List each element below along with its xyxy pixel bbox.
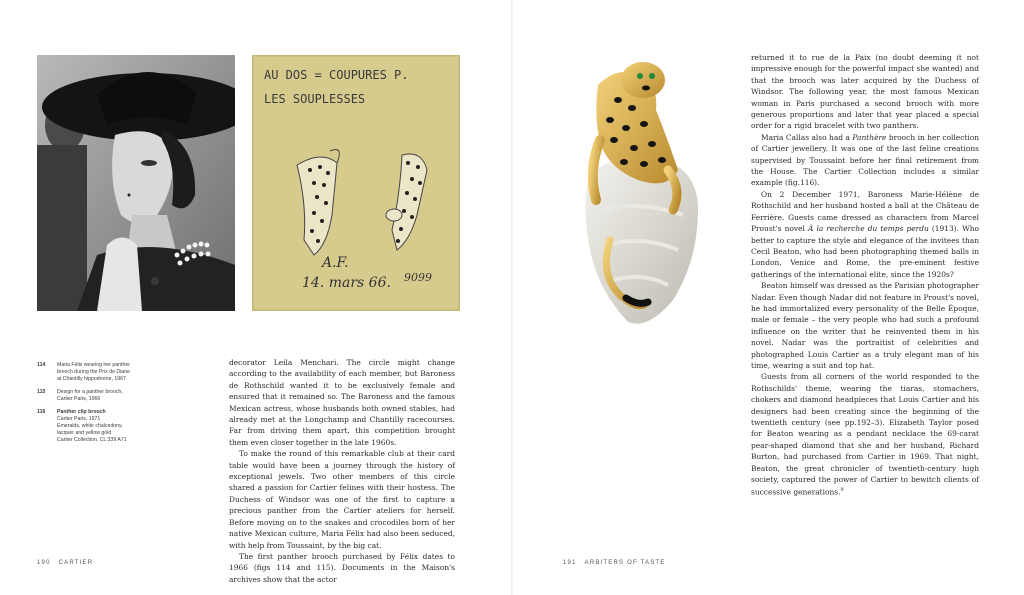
sketch-line-1: AU DOS = COUPURES P. xyxy=(264,68,409,82)
photo-panther-design xyxy=(252,55,460,311)
sketch-signature: A.F. xyxy=(322,255,349,271)
body-column-left xyxy=(229,357,455,585)
text-run: (1913). Who better to capture the style and elegance of the invitees than Cecil Beaton, who had been photographing themed balls in London, Venice and Rome, the pre-eminent festive gatherings of the international elite, since the 1920s? xyxy=(751,224,979,279)
caption-116 xyxy=(37,409,187,444)
sketch-ref: 9099 xyxy=(404,271,432,284)
sketch-line-2: LES SOUPLESSES xyxy=(264,92,366,106)
paragraph: returned it to rue de la Paix (no doubt deeming it not impressive enough for the powerful impact she wanted) and that the brooch was later acquired by the Duchess of Windsor. The following year, the most famous Mexican woman in Paris purchased a second brooch with more generous proportions and later that year placed a special order for a rigid bracelet with two panthers. xyxy=(751,53,979,131)
caption-number: 114 xyxy=(37,362,46,368)
caption-line: brooch during the Prix de Diane xyxy=(57,369,130,375)
caption-line: Design for a panther brooch, xyxy=(57,389,123,395)
photo-panther-brooch xyxy=(548,40,726,340)
paragraph xyxy=(751,371,979,498)
footer-left xyxy=(37,560,93,566)
caption-line: lacquer and yellow gold xyxy=(57,430,112,436)
caption-line: at Chantilly hippodrome, 1967 xyxy=(57,376,126,382)
photo-maria-felix xyxy=(37,55,235,311)
paragraph: To make the round of this remarkable club at their card table would have been a journey through the history of exceptional jewels. Two other members of this circle shared a passion for Cartier felines with their hostess. The Duchess of Windsor was one of the first to capture a precious panther from the Cartier ateliers for herself. Before moving on to the snakes and crocodiles born of her native Mexican culture, Maria Félix had also been seduced, with help from Toussaint, by the big cat. xyxy=(229,449,455,550)
caption-114 xyxy=(37,362,187,383)
figure-captions xyxy=(37,362,187,450)
paragraph xyxy=(751,132,979,189)
caption-line: Emeralds, white chalcedony, xyxy=(57,423,123,429)
caption-number: 115 xyxy=(37,389,46,395)
text-run: Guests from all corners of the world responded to the Rothschilds' theme, wearing the tiaras, stomachers, chokers and diamond headpieces that Louis Cartier and his designers had been creating since the beginning of the twentieth century (see pp.192–3). Elizabeth Taylor posed for Beaton wearing as a pendant necklace the 69-carat pear-shaped diamond that she and her husband, Richard Burton, had purchased from Cartier in 1969. That night, Beaton, the great chronicler of twentieth-century high society, captured the power of Cartier to bewitch clients of successive generations. xyxy=(751,372,979,497)
italic-run: À la recherche du temps perdu xyxy=(807,224,929,234)
book-gutter xyxy=(511,0,513,595)
page-number: 190 xyxy=(37,560,51,566)
caption-115 xyxy=(37,389,187,403)
sketch-date: 14. mars 66. xyxy=(302,275,391,291)
running-title: CARTIER xyxy=(58,560,94,566)
text-run: Maria Callas also had a xyxy=(761,132,853,142)
text-run: brooch in her collection of Cartier jewellery. It was one of the last feline creations supervised by Toussaint before her final retirement from the House. The Cartier Collection includes a similar example (fig.116). xyxy=(751,132,980,188)
text-run: On 2 December 1971, Baroness Marie-Hélène de Rothschild and her husband hosted a ball at the Château de Ferrière. Guests came dressed as characters from Marcel Proust's novel xyxy=(751,189,979,234)
brooch-photo-drawing xyxy=(548,40,726,340)
caption-number: 116 xyxy=(37,409,46,415)
caption-line: Cartier Paris, 1971 xyxy=(57,416,101,422)
paragraph: Beaton himself was dressed as the Parisian photographer Nadar. Even though Nadar did not feature in Proust's novel, he had immortalized every personality of the Belle Époque, male or female – the very people who had such a profound influence on the writer that he reinvented them in his novel. Nadar was the portraitist of celebrities and photographed Louis Cartier as a truly elegant man of his time, wearing a suit and top hat. xyxy=(751,281,979,370)
caption-line: Cartier Paris, 1966 xyxy=(57,396,101,402)
design-sketch-drawing xyxy=(252,55,460,311)
paragraph: decorator Leila Menchari. The circle might change according to the availability of each member, but Baroness de Rothschild wanted it to be exclusively female and ensured that it remained so. The Baroness and the famous Mexican actress, whose husbands both owned stables, had already met at the Longchamp and Chantilly racecourses. Far from driving them apart, this competition brought them even closer together in the late 1960s. xyxy=(229,358,455,447)
caption-line: Maria Félix wearing her panther xyxy=(57,362,130,368)
running-title: ARBITERS OF TASTE xyxy=(584,560,666,566)
paragraph: The first panther brooch purchased by Félix dates to 1966 (figs 114 and 115). Documents in the Maison's archives show that the actor xyxy=(229,551,455,584)
footer-right xyxy=(563,560,665,566)
page-number: 191 xyxy=(563,560,577,566)
felix-photo-drawing xyxy=(37,55,235,311)
caption-line: Cartier Collection, CL 339 A71 xyxy=(57,437,127,443)
footnote-marker: 9 xyxy=(840,487,844,494)
italic-run: Panthère xyxy=(852,132,887,142)
body-column-right xyxy=(751,52,979,498)
paragraph xyxy=(751,189,979,280)
caption-title: Panther clip brooch xyxy=(57,409,106,415)
